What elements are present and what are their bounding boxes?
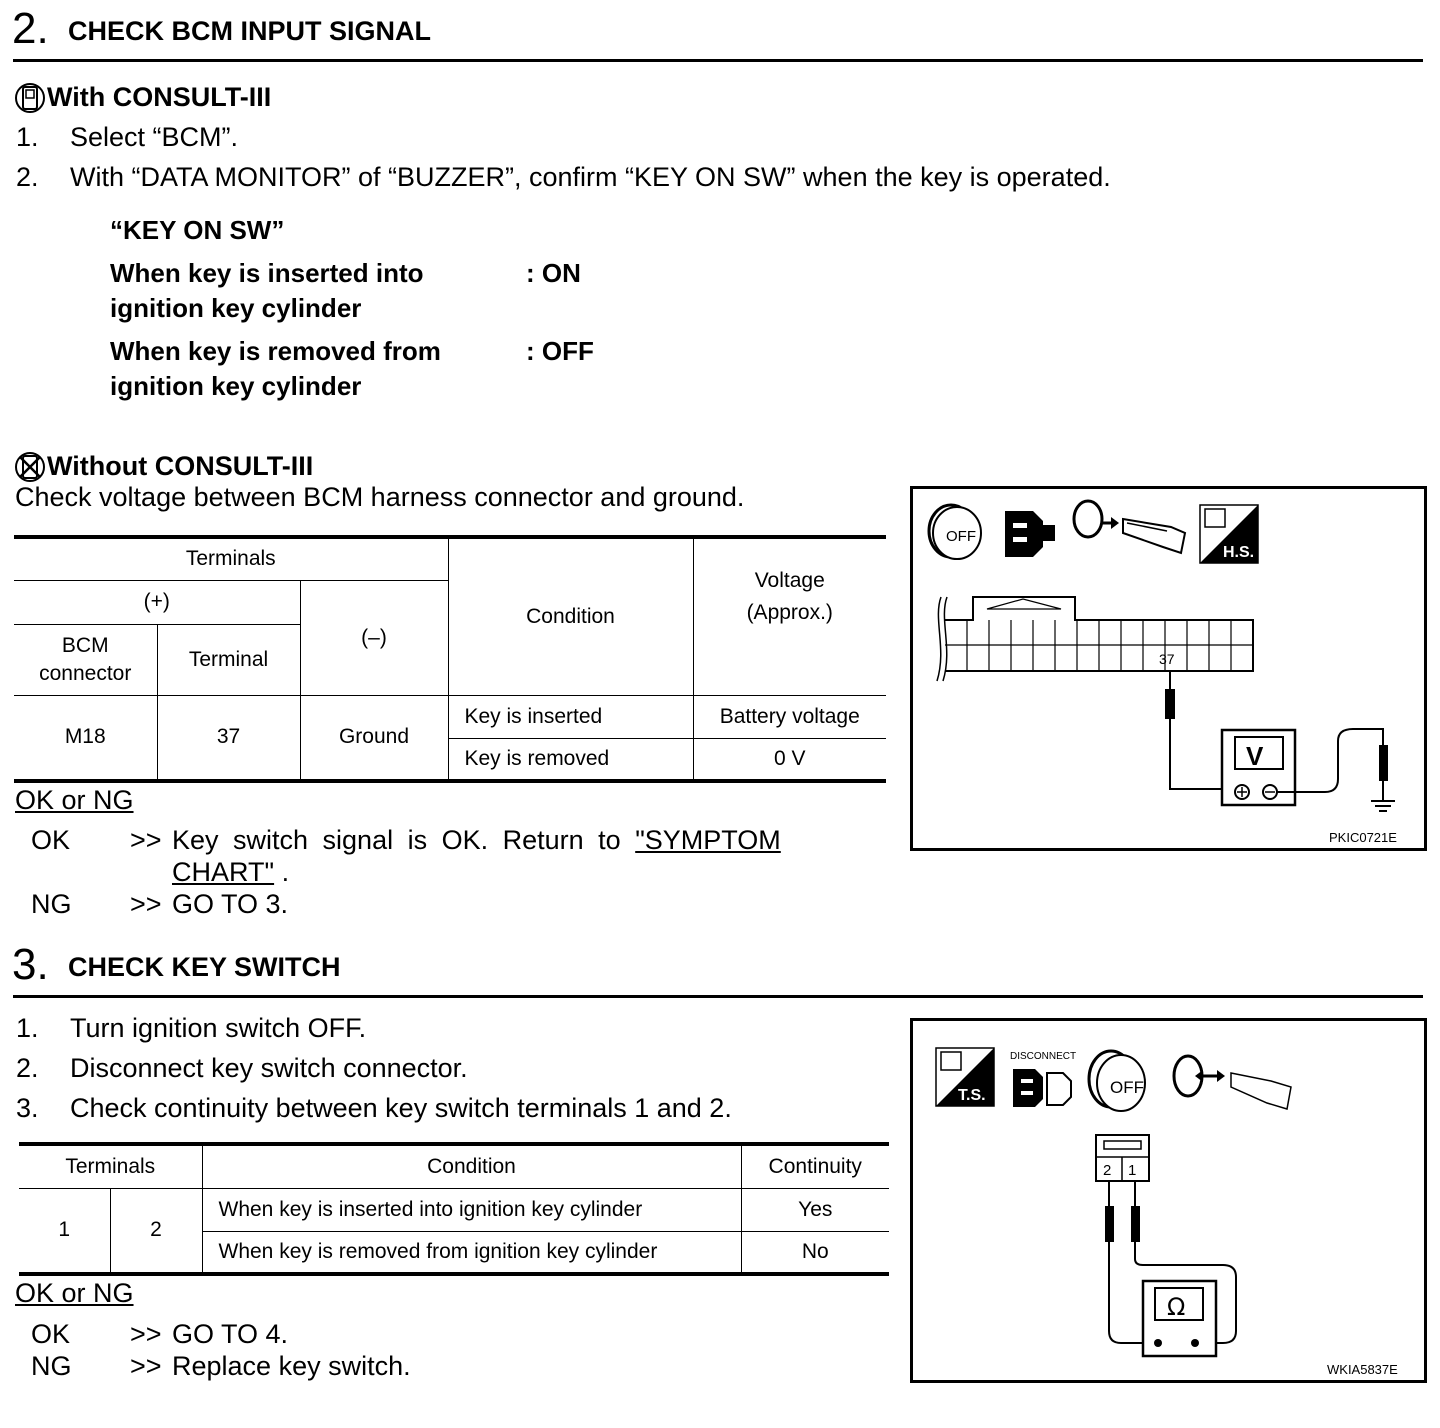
svg-text:T.S.: T.S. — [958, 1087, 986, 1104]
step2-ng-arrow: >> — [130, 889, 162, 919]
svg-text:OFF: OFF — [1110, 1078, 1144, 1097]
step3-item-1-text: Turn ignition switch OFF. — [70, 1013, 367, 1043]
bcm-connector — [945, 597, 1253, 671]
step2-ng-label: NG — [31, 889, 72, 919]
step-2-number: 2. — [12, 4, 49, 53]
th-bcm-connector-2: connector — [39, 661, 132, 685]
ground-icon — [1371, 801, 1395, 811]
probe-a — [1105, 1206, 1114, 1242]
cell-condition-inserted: Key is inserted — [448, 695, 693, 738]
cell-cont-no: No — [741, 1231, 889, 1274]
symptom-chart-link-1[interactable]: "SYMPTOM — [635, 825, 781, 855]
cell-terminal: 37 — [157, 695, 300, 781]
cell-voltage-removed: 0 V — [693, 738, 886, 781]
th-voltage-2: (Approx.) — [746, 600, 833, 624]
svg-text:Ω: Ω — [1167, 1293, 1186, 1321]
cell-term-2: 2 — [110, 1188, 202, 1274]
spec-row-inserted-line2: ignition key cylinder — [110, 293, 362, 323]
th-voltage — [693, 537, 886, 695]
spec-row-inserted-line1: When key is inserted into — [110, 258, 424, 288]
th-continuity: Continuity — [741, 1144, 889, 1188]
step3-ng-text: Replace key switch. — [172, 1351, 411, 1381]
probe-positive — [1165, 689, 1175, 719]
th-terminals: Terminals — [14, 537, 448, 580]
with-consult-heading: With CONSULT-III — [47, 82, 272, 112]
without-consult-heading: Without CONSULT-III — [47, 451, 314, 481]
bcm-voltage-diagram — [913, 489, 1424, 848]
cell-connector: M18 — [14, 695, 157, 781]
spec-row-removed-line1: When key is removed from — [110, 336, 441, 366]
step2-result-heading: OK or NG — [15, 785, 134, 815]
step2-ng-text: GO TO 3. — [172, 889, 289, 919]
voltage-table — [14, 535, 886, 783]
figure-code-wkia: WKIA5837E — [1327, 1362, 1398, 1377]
symptom-chart-link-2[interactable]: CHART" — [172, 857, 275, 887]
spec-value-on: : ON — [526, 258, 581, 288]
probe-b — [1131, 1206, 1140, 1242]
cell-term-1: 1 — [19, 1188, 110, 1274]
harness-hs-icon — [1200, 505, 1258, 563]
cell-cont-yes: Yes — [741, 1188, 889, 1231]
cell-condition-removed: Key is removed — [448, 738, 693, 781]
th-bcm-connector — [14, 624, 157, 695]
voltmeter-icon — [1222, 730, 1295, 805]
step3-ng-arrow: >> — [130, 1351, 162, 1381]
consult-step-1-num: 1. — [16, 122, 39, 152]
key-switch-diagram — [913, 1021, 1424, 1380]
cell-cond-inserted: When key is inserted into ignition key cylinder — [202, 1188, 741, 1231]
step3-item-1-num: 1. — [16, 1013, 39, 1043]
th-plus: (+) — [14, 580, 300, 624]
step2-ok-label: OK — [31, 825, 71, 855]
terminal-37-label: 37 — [1159, 651, 1175, 667]
th-voltage-1: Voltage — [754, 568, 825, 592]
step2-ok-arrow: >> — [130, 825, 162, 855]
svg-text:V: V — [1246, 741, 1264, 771]
bcm-voltage-figure — [910, 486, 1427, 851]
spec-value-off: : OFF — [526, 336, 594, 366]
step2-ok-text-a: Key switch signal is OK. Return to — [172, 825, 621, 855]
step2-ok-text-line2 — [172, 857, 289, 888]
without-consult-instruction: Check voltage between BCM harness connector and ground. — [15, 482, 745, 512]
step-3-title: CHECK KEY SWITCH — [68, 952, 341, 982]
svg-text:DISCONNECT: DISCONNECT — [1010, 1051, 1077, 1062]
step2-ok-text — [172, 825, 799, 856]
consult-step-2-num: 2. — [16, 162, 39, 192]
th-minus: (–) — [300, 580, 448, 695]
ignition-off-icon — [929, 505, 981, 559]
pin-1-label: 1 — [1128, 1162, 1137, 1179]
ignition-off-icon-2 — [1089, 1051, 1145, 1111]
th-terminals-3: Terminals — [19, 1144, 202, 1188]
step-2-title: CHECK BCM INPUT SIGNAL — [68, 16, 431, 46]
th-bcm-connector-1: BCM — [61, 633, 109, 657]
step-3-rule — [13, 995, 1423, 998]
disconnect-icon — [1010, 1051, 1076, 1107]
step3-item-3-num: 3. — [16, 1093, 39, 1123]
spec-title: “KEY ON SW” — [110, 215, 285, 245]
spec-row-inserted — [110, 256, 424, 326]
consult-icon — [14, 82, 46, 114]
step2-ok-text-b: . — [281, 857, 290, 887]
key-switch-figure — [910, 1018, 1427, 1383]
consult-step-2-text: With “DATA MONITOR” of “BUZZER”, confirm “KEY ON SW” when the key is operated. — [70, 162, 1111, 192]
th-condition-3: Condition — [202, 1144, 741, 1188]
step3-ok-arrow: >> — [130, 1319, 162, 1349]
key-remove-icon — [1174, 1056, 1291, 1109]
spec-row-removed-line2: ignition key cylinder — [110, 371, 362, 401]
step3-ng-label: NG — [31, 1351, 72, 1381]
cell-ground: Ground — [300, 695, 448, 781]
step3-item-2-num: 2. — [16, 1053, 39, 1083]
step3-ok-label: OK — [31, 1319, 71, 1349]
step3-ok-text: GO TO 4. — [172, 1319, 289, 1349]
step3-item-2-text: Disconnect key switch connector. — [70, 1053, 468, 1083]
consult-step-1-text: Select “BCM”. — [70, 122, 239, 152]
cell-cond-removed: When key is removed from ignition key cylinder — [202, 1231, 741, 1274]
step3-item-3-text: Check continuity between key switch terminals 1 and 2. — [70, 1093, 732, 1123]
th-terminal: Terminal — [157, 624, 300, 695]
cell-voltage-inserted: Battery voltage — [693, 695, 886, 738]
troubleshoot-ts-icon — [936, 1048, 994, 1106]
step-2-rule — [13, 59, 1423, 62]
figure-code-pkic: PKIC0721E — [1329, 830, 1397, 845]
continuity-table — [19, 1142, 889, 1276]
icon-off-text: OFF — [946, 528, 976, 545]
spec-row-removed — [110, 334, 441, 404]
step3-result-heading: OK or NG — [15, 1278, 134, 1308]
probe-negative — [1379, 745, 1388, 781]
ohmmeter-icon — [1143, 1281, 1216, 1356]
key-insert-icon — [1074, 501, 1185, 553]
svg-text:H.S.: H.S. — [1223, 544, 1255, 561]
pin-2-label: 2 — [1103, 1162, 1112, 1179]
step-3-number: 3. — [12, 940, 49, 989]
no-consult-icon — [14, 451, 46, 483]
th-condition: Condition — [448, 537, 693, 695]
connector-icon — [1005, 511, 1055, 557]
key-switch-connector — [1096, 1135, 1149, 1181]
